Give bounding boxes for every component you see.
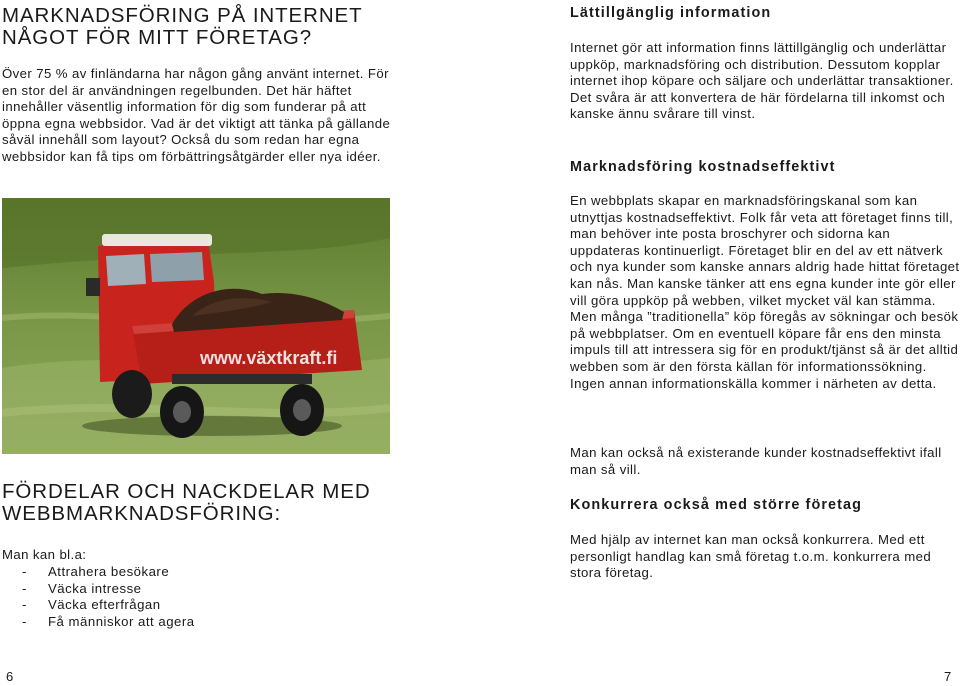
list-dash: -	[22, 613, 27, 629]
list-item-text: Väcka intresse	[48, 580, 142, 596]
truck-photo-illustration	[2, 198, 390, 454]
list-dash: -	[22, 580, 27, 596]
section-heading-cost-effective: Marknadsföring kostnadseffektivt	[570, 159, 836, 175]
benefits-list	[22, 564, 195, 630]
list-dash: -	[22, 597, 27, 613]
section-title: FÖRDELAR OCH NACKDELAR MED WEBBMARKNADSFÖRING:	[2, 480, 371, 525]
list-item-text: Få människor att agera	[48, 613, 195, 629]
list-item	[22, 597, 195, 614]
page-title: MARKNADSFÖRING PÅ INTERNET NÅGOT FÖR MITT FÖRETAG?	[2, 4, 363, 49]
list-intro: Man kan bl.a:	[2, 547, 87, 562]
list-item	[22, 614, 195, 631]
intro-paragraph: Över 75 % av finländarna har någon gång använt internet. För en stor del är användningen regelbunden. Det här häftet innehåller väsentlig information för dig som funderar på att öppna egna webbsidor. Vad är det viktigt att tänka på gällande såväl innehåll som layout? Också du som redan har egna webbsidor kan få tips om förbättringsåtgärder eller nya idéer.	[2, 66, 391, 164]
section-paragraph: Internet gör att information finns lättillgänglig och underlättar uppköp, marknadsföring och distribution. Dessutom kopplar internet ihop köpare och säljare och underlättar transaktioner. Det svåra är att konvertera de här fördelarna till inkomst och kanske ännu svårare till vinst.	[570, 40, 954, 122]
truck-photo	[2, 198, 390, 454]
section-paragraph: En webbplats skapar en marknadsföringskanal som kan utnyttjas kostnadseffektivt. Folk får veta att företaget finns till, man behöver inte posta broschyrer och sidorna kan uppdateras kontinuerligt. Företaget blir en del av ett nätverk och nya kunder som kanske annars aldrig hade hittat företaget kan nås. Man kanske tänker att ens egna kunder inte gör eller vill göra uppköp på webben, vilket mycket väl kan stämma. Men många ”traditionella” köp föregås av sökningar och besök på webbplatser. Om en eventuell köpare får ens den minsta impuls till att intressera sig för en produkt/tjänst så är det alltid webben som är den första källan för informationssökning. Ingen annan informationskälla kommer i närheten av detta.	[570, 193, 960, 391]
section-paragraph: Med hjälp av internet kan man också konkurrera. Med ett personligt handlag kan små företag t.o.m. konkurrera med stora företag.	[570, 532, 932, 581]
section-paragraph: Man kan också nå existerande kunder kostnadseffektivt ifall man så vill.	[570, 445, 942, 477]
photo-watermark: www.växtkraft.fi	[200, 348, 338, 368]
page-number-left: 6	[6, 669, 14, 684]
section-heading-compete: Konkurrera också med större företag	[570, 497, 863, 513]
page-number-right: 7	[944, 669, 952, 684]
list-item-text: Väcka efterfrågan	[48, 597, 161, 613]
section-heading-accessible-info: Lättillgänglig information	[570, 5, 772, 21]
list-dash: -	[22, 564, 27, 579]
list-item	[22, 581, 195, 598]
list-item-text: Attrahera besökare	[48, 564, 170, 579]
list-item	[22, 564, 195, 581]
